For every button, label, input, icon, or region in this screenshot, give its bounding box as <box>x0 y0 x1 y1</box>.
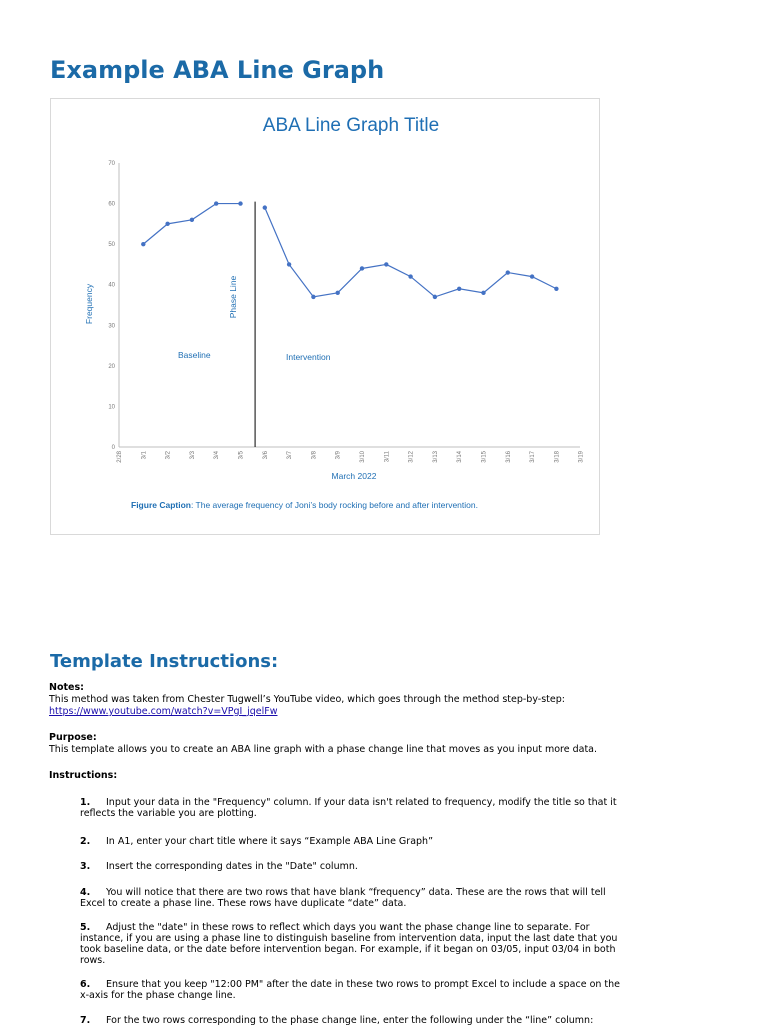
y-tick-label: 70 <box>108 161 115 167</box>
step-text: You will notice that there are two rows that have blank “frequency” data. These are the rows that will tell Excel to create a phase line. These rows have duplicate “date” data. <box>80 887 606 909</box>
instruction-step <box>80 797 625 819</box>
data-point <box>360 266 364 270</box>
data-point <box>433 295 437 299</box>
x-tick-label: 3/18 <box>554 451 561 463</box>
y-tick-label: 10 <box>108 404 115 411</box>
step-text: Ensure that you keep "12:00 PM" after the date in these two rows to prompt Excel to include a space on the x-axis for the phase change line. <box>80 979 621 1001</box>
figure-caption-label: Figure Caption <box>131 500 191 510</box>
youtube-link[interactable]: https://www.youtube.com/watch?v=VPgI_jqelFw <box>49 706 278 717</box>
data-point <box>554 287 558 291</box>
x-tick-label: 3/17 <box>530 451 537 463</box>
instruction-step <box>80 1015 625 1026</box>
x-tick-label: 3/7 <box>287 451 294 460</box>
x-tick-label: 3/16 <box>505 451 512 463</box>
y-tick-label: 30 <box>108 323 115 330</box>
x-tick-label: 3/11 <box>384 451 391 463</box>
step-number: 4. <box>80 887 91 898</box>
x-tick-label: 3/13 <box>432 451 439 463</box>
step-number: 2. <box>80 836 91 847</box>
phase-line-label: Phase Line <box>228 275 238 319</box>
step-text: Adjust the "date" in these rows to reflect which days you want the phase change line to separate. For instance, if you are using a phase line to distinguish baseline from intervention data, input the last date that you took baseline data, or the date before intervention began. For example, if it began on 03/05, input 03/04 in both rows. <box>80 922 618 966</box>
data-point <box>506 270 510 274</box>
series-line <box>143 204 240 245</box>
data-point <box>481 291 485 295</box>
step-text: Insert the corresponding dates in the "Date" column. <box>106 861 358 872</box>
y-axis-label: Frequency <box>84 283 94 325</box>
x-tick-label: 2/28 <box>117 451 123 463</box>
x-tick-label: 3/3 <box>189 451 196 460</box>
y-tick-label: 60 <box>108 201 115 208</box>
chart-container <box>50 98 600 535</box>
section-heading: Template Instructions: <box>50 651 279 672</box>
purpose-label: Purpose: <box>49 732 97 743</box>
step-text: In A1, enter your chart title where it says “Example ABA Line Graph” <box>106 836 433 847</box>
x-tick-label: 3/15 <box>481 451 488 463</box>
data-point <box>408 274 412 278</box>
aba-line-chart <box>51 99 601 536</box>
purpose-text: This template allows you to create an ABA line graph with a phase change line that moves as you input more data. <box>49 744 598 755</box>
y-tick-label: 40 <box>108 282 115 289</box>
step-text: Input your data in the "Frequency" column. If your data isn't related to frequency, modify the title so that it reflects the variable you are plotting. <box>80 797 617 819</box>
x-tick-label: 3/9 <box>335 451 342 460</box>
step-number: 7. <box>80 1015 91 1026</box>
x-tick-label: 3/2 <box>165 451 172 460</box>
y-tick-label: 0 <box>111 445 115 451</box>
data-point <box>238 201 242 205</box>
instruction-step <box>80 922 625 966</box>
instruction-step <box>80 887 625 909</box>
document-title: Example ABA Line Graph <box>50 56 385 84</box>
x-axis-label: March 2022 <box>331 471 377 481</box>
x-tick-label: 3/12 <box>408 451 415 463</box>
x-tick-label: 3/6 <box>262 451 269 460</box>
instruction-step <box>80 979 625 1001</box>
step-number: 1. <box>80 797 91 808</box>
data-point <box>336 291 340 295</box>
notes-text: This method was taken from Chester Tugwell’s YouTube video, which goes through the method step-by-step: <box>49 694 565 705</box>
step-number: 6. <box>80 979 91 990</box>
step-number: 3. <box>80 861 91 872</box>
data-point <box>311 295 315 299</box>
data-point <box>165 222 169 226</box>
data-point <box>287 262 291 266</box>
x-tick-label: 3/8 <box>311 451 318 460</box>
data-point <box>263 205 267 209</box>
chart-title: ABA Line Graph Title <box>262 115 440 136</box>
data-point <box>530 274 534 278</box>
step-text: For the two rows corresponding to the phase change line, enter the following under the “line” column: <box>106 1015 594 1026</box>
figure-caption <box>131 500 478 510</box>
x-tick-label: 3/19 <box>578 451 585 463</box>
data-point <box>214 201 218 205</box>
x-tick-label: 3/4 <box>214 451 221 460</box>
notes-label: Notes: <box>49 682 84 693</box>
baseline-label: Baseline <box>178 350 211 360</box>
instructions-label: Instructions: <box>49 770 118 781</box>
y-tick-label: 50 <box>108 242 115 249</box>
intervention-label: Intervention <box>286 352 331 362</box>
data-point <box>457 287 461 291</box>
data-point <box>141 242 145 246</box>
figure-caption-text: : The average frequency of Joni’s body rocking before and after intervention. <box>190 500 478 510</box>
data-point <box>384 262 388 266</box>
x-tick-label: 3/14 <box>457 451 464 463</box>
instruction-step <box>80 861 625 872</box>
x-tick-label: 3/1 <box>141 451 148 460</box>
step-number: 5. <box>80 922 91 933</box>
y-tick-label: 20 <box>108 363 115 370</box>
series-line <box>265 208 557 297</box>
instruction-step <box>80 836 625 847</box>
data-point <box>190 218 194 222</box>
x-tick-label: 3/10 <box>360 451 366 463</box>
x-tick-label: 3/5 <box>238 451 245 460</box>
